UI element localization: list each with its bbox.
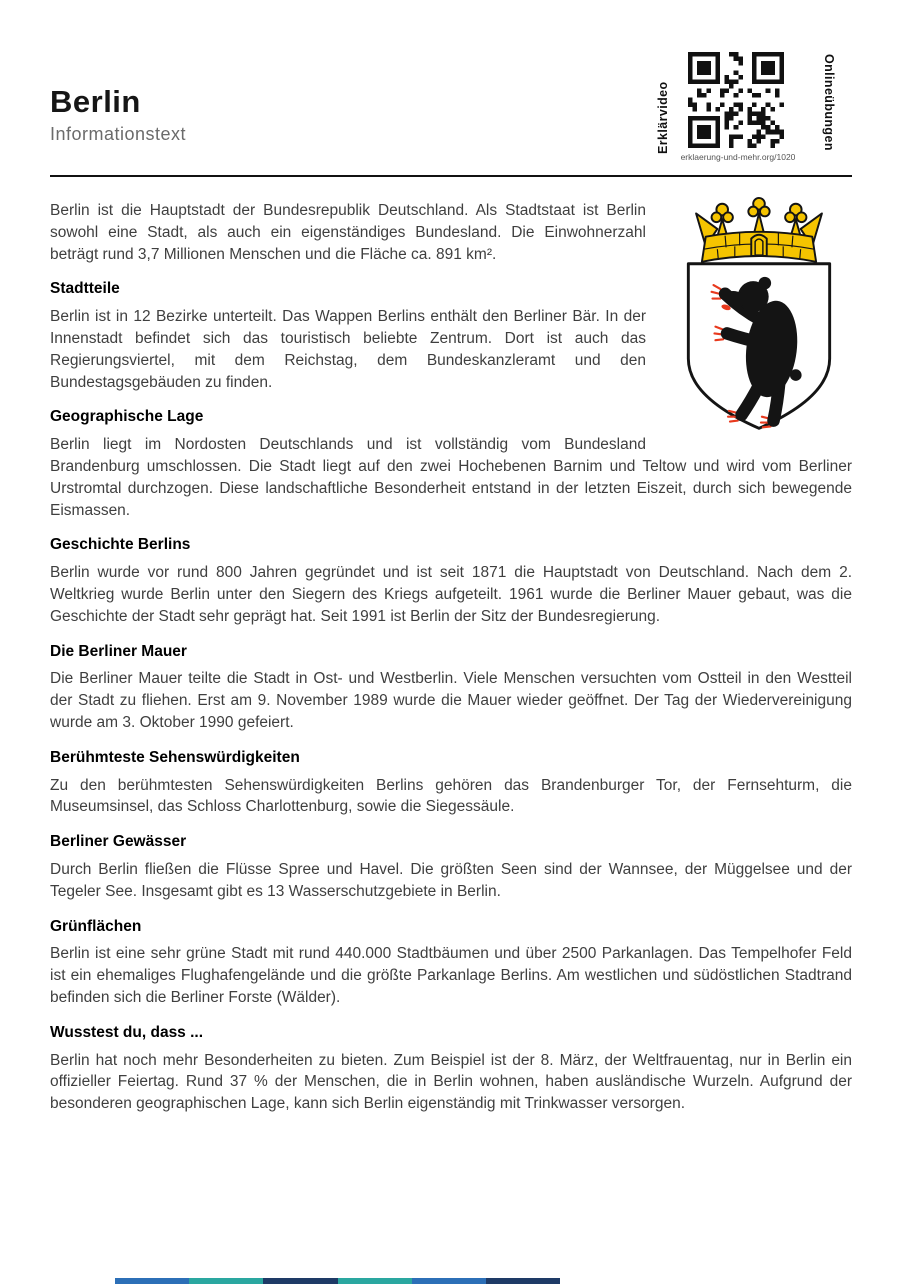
berlin-coat-of-arms <box>666 196 852 438</box>
footer-bar-segment <box>189 1278 263 1284</box>
section-body-geschichte-berlins: Berlin wurde vor rund 800 Jahren gegründet und ist seit 1871 die Hauptstadt von Deutschland. Nach dem 2. Weltkrieg wurde Berlin unter den Siegern des Kriegs aufgeteilt. 1961 wurde die Berliner Mauer gebaut, was die Geschichte der Stadt sehr geprägt hat. Seit 1991 ist Berlin der Sitz der Bundesregierung. <box>50 564 852 625</box>
header-divider <box>50 175 852 177</box>
section-heading-geschichte-berlins: Geschichte Berlins <box>50 536 191 554</box>
header <box>50 0 852 178</box>
section-heading-berliner-gewaesser: Berliner Gewässer <box>50 833 187 851</box>
intro-paragraph: Berlin ist die Hauptstadt der Bundesrepublik Deutschland. Als Stadtstaat ist Berlin sowohl eine Stadt, als auch ein eigenständiges Bundesland. Die Einwohnerzahl beträgt rund 3,7 Millionen Menschen und die Fläche ca. 891 km². <box>50 202 646 263</box>
section-body-gruenflaechen: Berlin ist eine sehr grüne Stadt mit rund 440.000 Stadtbäumen und über 2500 Parkanlagen. Das Tempelhofer Feld ist ein ehemaliges Flughafengelände und die größte Parkanlage Berlins. Am westlichen und südöstlichen Stadtrand befinden sich die Berliner Forste (Wälder). <box>50 945 852 1006</box>
document-body <box>50 200 852 1124</box>
section-body-sehenswuerdigkeiten: Zu den berühmtesten Sehenswürdigkeiten Berlins gehören das Brandenburger Tor, der Fernsehturm, die Museumsinsel, das Schloss Charlottenburg, sowie die Siegessäule. <box>50 776 852 816</box>
section-heading-stadtteile: Stadtteile <box>50 280 120 298</box>
footer-bar-segment <box>115 1278 189 1284</box>
footer-bar-segment <box>412 1278 486 1284</box>
footer-bar-segment <box>263 1278 337 1284</box>
section-body-berliner-mauer: Die Berliner Mauer teilte die Stadt in Ost- und Westberlin. Viele Menschen versuchten vom Ostteil in den Westteil der Stadt zu fliehen. Erst am 9. November 1989 wurde die Mauer wieder geöffnet. Der Tag der Wiedervereinigung wurde am 3. Oktober 1990 gefeiert. <box>50 670 852 731</box>
qr-block <box>656 46 836 174</box>
section-heading-geographische-lage: Geographische Lage <box>50 408 204 426</box>
qr-url: erklaerung-und-mehr.org/1020 <box>680 152 796 162</box>
page-title: Berlin <box>50 84 141 119</box>
section-body-berliner-gewaesser: Durch Berlin fließen die Flüsse Spree und Havel. Die größten Seen sind der Wannsee, der Müggelsee und der Tegeler See. Insgesamt gibt es 13 Wasserschutzgebiete in Berlin. <box>50 860 852 900</box>
footer-bar-segment <box>338 1278 412 1284</box>
section-heading-sehenswuerdigkeiten: Berühmteste Sehenswürdigkeiten <box>50 748 300 766</box>
section-heading-gruenflaechen: Grünflächen <box>50 917 142 935</box>
qr-right-label: Onlineübungen <box>822 54 836 151</box>
section-heading-berliner-mauer: Die Berliner Mauer <box>50 642 187 660</box>
qr-left-label: Erklärvideo <box>656 81 670 154</box>
coat-of-arms-graphic <box>666 196 852 438</box>
section-body-wusstest-du: Berlin hat noch mehr Besonderheiten zu bieten. Zum Beispiel ist der 8. März, der Weltfrauentag, nur in Berlin ein offizieller Feiertag. Rund 37 % der Menschen, die in Berlin wohnen, haben ausländische Wurzeln. Aufgrund der besonderen geographischen Lage, kann sich Berlin eigenständig mit Trinkwasser versorgen. <box>50 1051 852 1113</box>
page-subtitle: Informationstext <box>50 124 187 144</box>
footer-color-bar <box>115 1278 560 1284</box>
section-heading-wusstest-du: Wusstest du, dass ... <box>50 1023 204 1041</box>
qr-code-icon <box>688 52 784 148</box>
section-body-geographische-lage: Berlin liegt im Nordosten Deutschlands und ist vollständig vom Bundesland Brandenburg umschlossen. Die Stadt liegt auf den zwei Hochebenen Barnim und Teltow und wird vom Berliner Urstromtal durchzogen. Diese landschaftliche Besonderheit entstand in der letzten Eiszeit, durch sich bewegende Eismassen. <box>50 436 852 519</box>
footer-bar-segment <box>486 1278 560 1284</box>
section-body-stadtteile: Berlin ist in 12 Bezirke unterteilt. Das Wappen Berlins enthält den Berliner Bär. In der Innenstadt befindet sich das touristisch beliebte Zentrum. Dort ist auch das Regierungsviertel, mit dem Reichstag, dem Bundeskanzleramt und den Bundestagsgebäuden zu finden. <box>50 308 646 391</box>
